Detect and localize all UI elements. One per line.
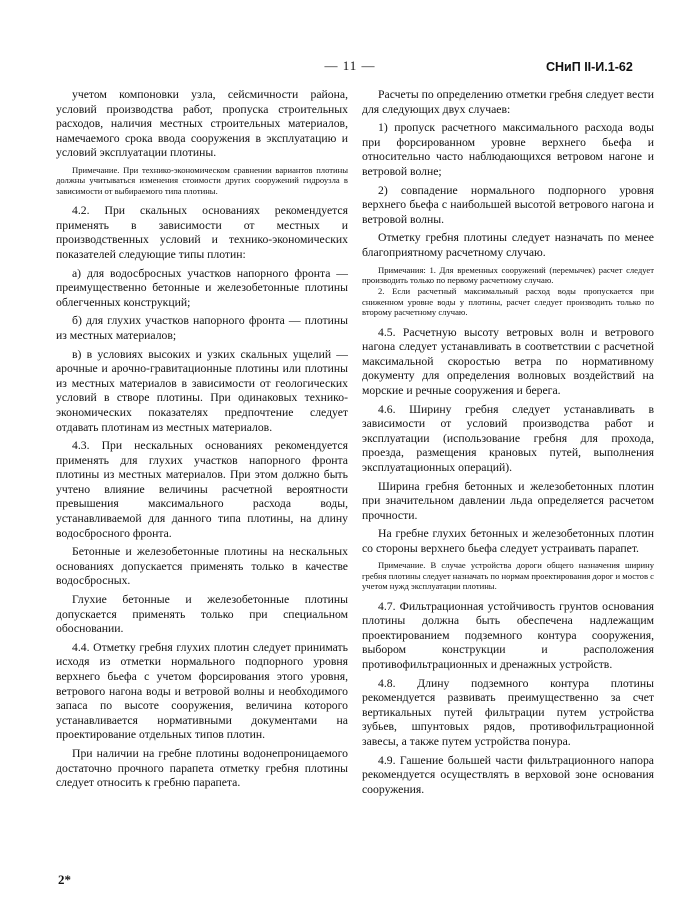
paragraph: в) в условиях высоких и узких скальных ущелий — арочные и арочно-гравитационные плотины или плотины из местных материалов в зависимости от геологических условий в створе плотины. При одинаковых технико-экономических показателях предпочтение следует отдавать плотинам из местных материалов. <box>56 347 348 434</box>
document-code: СНиП II-И.1-62 <box>546 60 633 74</box>
paragraph: 4.6. Ширину гребня следует устанавливать в зависимости от условий производства работ и эксплуатации (использование гребня для прохода, проезда, размещения крановых путей, выполнения эксплуатационных операций). <box>362 402 654 474</box>
paragraph: Глухие бетонные и железобетонные плотины допускается применять только при специальном обосновании. <box>56 593 348 636</box>
paragraph: Отметку гребня плотины следует назначать по менее благоприятному расчетному случаю. <box>362 231 654 259</box>
signature-mark: 2* <box>58 872 71 887</box>
paragraph: Бетонные и железобетонные плотины на нескальных основаниях допускается применять только в качестве водосбросных. <box>56 545 348 588</box>
paragraph: 4.8. Длину подземного контура плотины рекомендуется развивать преимущественно за счет вертикальных путей фильтрации путем устройства зубьев, шпунтовых рядов, противофильтрационной завесы, а также путем устройства понура. <box>362 676 654 749</box>
page-number: — 11 — <box>324 58 376 73</box>
right-column <box>362 88 654 801</box>
paragraph: Расчеты по определению отметки гребня следует вести для следующих двух случаев: <box>362 88 654 116</box>
paragraph: 4.3. При нескальных основаниях рекомендуется применять для глухих участков напорного фронта плотины из местных материалов. При этом должно быть учтено влияние величины расчетной вероятности превышения максимального расхода воды, устанавливаемой для данного типа плотины, на длину водосбросного фронта. <box>56 439 348 540</box>
paragraph: б) для глухих участков напорного фронта — плотины из местных материалов; <box>56 314 348 342</box>
paragraph: 4.9. Гашение большей части фильтрационного напора рекомендуется осуществлять в верховой зоне основания сооружения. <box>362 753 654 796</box>
paragraph: 1) пропуск расчетного максимального расхода воды при форсированном уровне верхнего бьефа и относительно часто наблюдающихся ветровом нагоне и ветровой волне; <box>362 121 654 178</box>
paragraph: учетом компоновки узла, сейсмичности района, условий производства работ, пропуска строительных расходов, наличия местных строительных материалов, намечаемого срока ввода сооружения в эксплуатацию и условий эксплуатации плотины. <box>56 88 348 160</box>
paragraph: 2) совпадение нормального подпорного уровня верхнего бьефа с наибольшей высотой ветрового нагона и ветровой волны. <box>362 183 654 226</box>
paragraph: 4.7. Фильтрационная устойчивость грунтов основания плотины должна быть обеспечена надлежащим проектированием подземного контура сооружения, выбором конструкции и расположения противофильтрационных и дренажных устройств. <box>362 599 654 672</box>
note-paragraph: Примечание. В случае устройства дороги общего назначения ширину гребня плотины следует назначать по нормам проектирования дорог и мостов с учетом нужд эксплуатации плотины. <box>362 560 654 592</box>
note-paragraph: Примечание. При технико-экономическом сравнении вариантов плотины должны учитываться изменения стоимости других сооружений гидроузла в зависимости от выбираемого типа плотины. <box>56 164 348 196</box>
paragraph: 4.4. Отметку гребня глухих плотин следует принимать исходя из отметки нормального подпорного уровня верхнего бьефа с учетом форсирования этого уровня, ветрового нагона воды и ветровой волны и необходимого запаса по высоте сооружения, величина которого устанавливается нормативными документами на проектирование отдельных типов плотин. <box>56 640 348 742</box>
paragraph: а) для водосбросных участков напорного фронта — преимущественно бетонные и железобетонные плотины облегченных конструкций; <box>56 266 348 309</box>
paragraph: 4.5. Расчетную высоту ветровых волн и ветрового нагона следует устанавливать в соответствии с расчетной максимальной скоростью ветра по нормативному документу для определения волновых воздействий на морские и речные сооружения и берега. <box>362 325 654 397</box>
note-paragraph: 2. Если расчетный максимальный расход воды пропускается при сниженном уровне воды у плотины, расчет следует производить только по второму расчетному случаю. <box>362 286 654 318</box>
note-paragraph: Примечания: 1. Для временных сооружений (перемычек) расчет следует производить только по первому расчетному случаю. <box>362 264 654 285</box>
paragraph: 4.2. При скальных основаниях рекомендуется применять в зависимости от местных и производственных условий и технико-экономических показателей следующие типы плотин: <box>56 204 348 261</box>
paragraph: На гребне глухих бетонных и железобетонных плотин со стороны верхнего бьефа следует устраивать парапет. <box>362 527 654 555</box>
paragraph: Ширина гребня бетонных и железобетонных плотин при значительном давлении льда определяется расчетом прочности. <box>362 479 654 522</box>
paragraph: При наличии на гребне плотины водонепроницаемого достаточно прочного парапета отметку гребня плотины следует относить к гребню парапета. <box>56 746 348 790</box>
left-column <box>56 88 348 795</box>
